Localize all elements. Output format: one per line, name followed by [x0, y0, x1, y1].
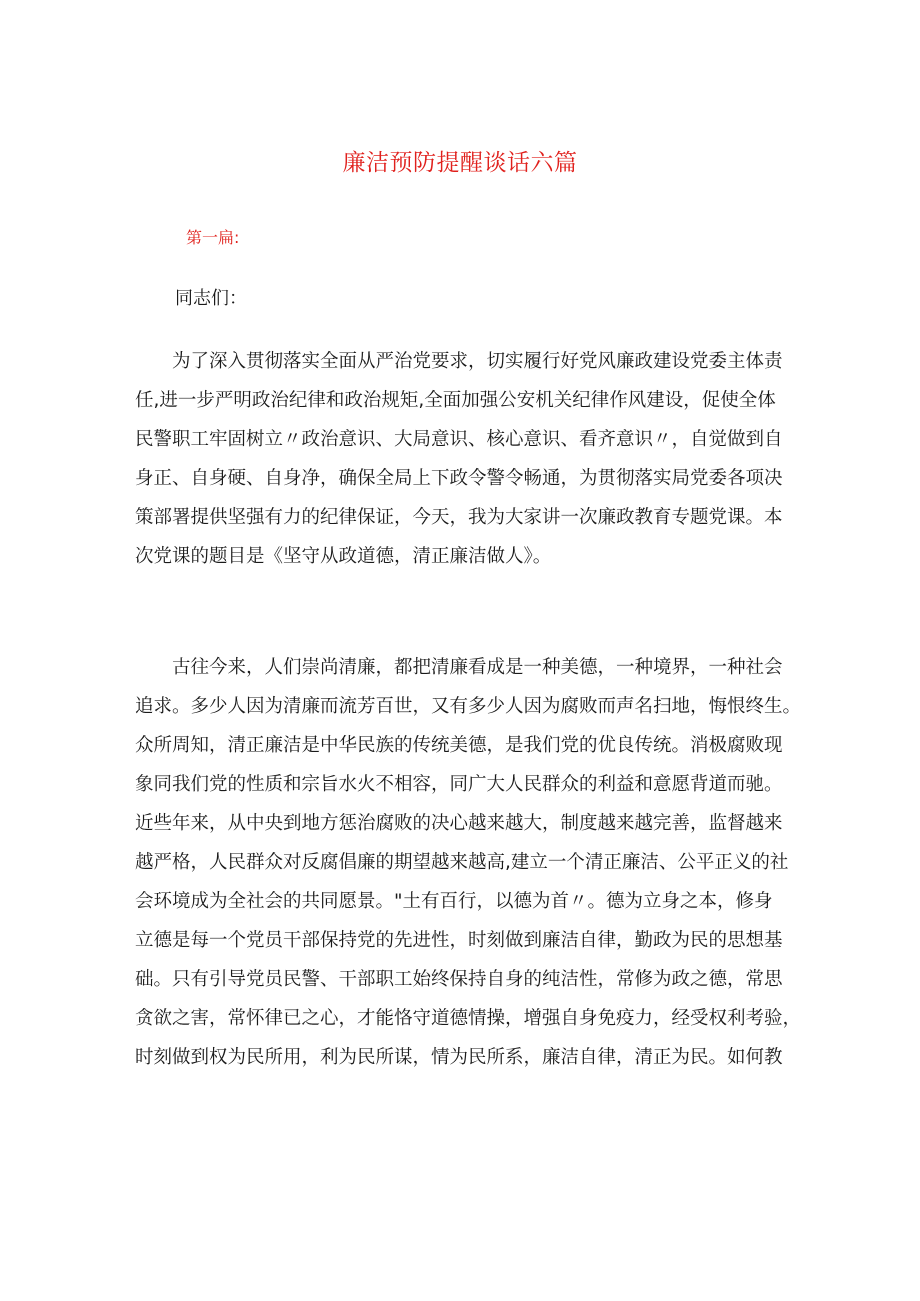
- paragraph-line: 越严格，人民群众对反腐倡廉的期望越来越高,建立一个清正廉洁、公平正义的社: [135, 852, 789, 873]
- paragraph-line: 众所周知，清正廉洁是中华民族的传统美德，是我们党的优良传统。消极腐败现: [135, 735, 783, 756]
- paragraph-line: 任,进一步严明政治纪律和政治规矩,全面加强公安机关纪律作风建设，促使全体: [135, 390, 776, 411]
- paragraph-line: 身正、自身硬、自身净，确保全局上下政令警令畅通，为贯彻落实局党委各项决: [135, 468, 783, 489]
- paragraph-line: 追求。多少人因为清廉而流芳百世，又有多少人因为腐败而声名扫地，悔恨终生。: [135, 696, 802, 717]
- paragraph-line: 策部署提供坚强有力的纪律保证，今天，我为大家讲一次廉政教育专题党课。本: [135, 507, 783, 528]
- paragraph-line: 象同我们党的性质和宗旨水火不相容，同广大人民群众的利益和意愿背道而驰。: [135, 774, 783, 795]
- paragraph-line: 贪欲之害，常怀律已之心，才能恪守道德情操，增强自身免疫力，经受权利考验，: [135, 1008, 802, 1029]
- paragraph-line: 为了深入贯彻落实全面从严治党要求，切实履行好党风廉政建设党委主体责: [135, 351, 783, 372]
- section-heading: 第一扁:: [186, 228, 240, 247]
- paragraph-line: 础。只有引导党员民警、干部职工始终保持自身的纯洁性，常修为政之德，常思: [135, 969, 783, 990]
- document-title: 廉洁预防提醒谈话六篇: [342, 150, 578, 176]
- paragraph-line: 近些年来，从中央到地方惩治腐败的决心越来越大，制度越来越完善，监督越来: [135, 813, 783, 834]
- paragraph-line: 时刻做到权为民所用，利为民所谋，情为民所系，廉洁自律，清正为民。如何教: [135, 1047, 783, 1068]
- paragraph-line: 立德是每一个党员干部保持党的先进性，时刻做到廉洁自律，勤政为民的思想基: [135, 930, 783, 951]
- paragraph-line: 次党课的题目是《坚守从政道德，清正廉洁做人》。: [135, 546, 552, 567]
- salutation: 同志们：: [175, 288, 247, 309]
- paragraph-line: 会环境成为全社会的共同愿景。"土有百行，以德为首〃。德为立身之本，修身: [135, 891, 773, 912]
- paragraph-1: [135, 342, 795, 576]
- paragraph-2: [135, 648, 802, 1077]
- paragraph-line: 古往今来，人们崇尚清廉，都把清廉看成是一种美德，一种境界，一种社会: [135, 657, 783, 678]
- paragraph-line: 民警职工牢固树立〃政治意识、大局意识、核心意识、看齐意识〃，自觉做到自: [135, 429, 783, 450]
